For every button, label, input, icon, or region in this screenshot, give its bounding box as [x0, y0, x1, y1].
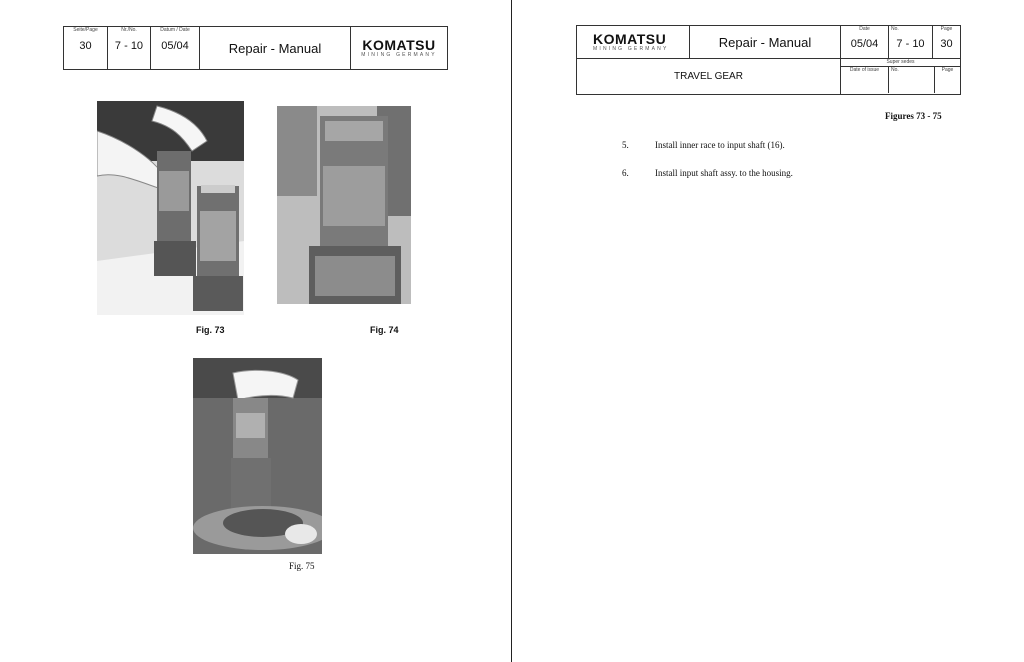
page-divider: [511, 0, 512, 662]
step-5-text: Install inner race to input shaft (16).: [655, 140, 785, 150]
left-date-value: 05/04: [161, 40, 189, 52]
right-number-label: No.: [891, 26, 899, 32]
right-page-label: Page: [940, 26, 953, 32]
left-number-value: 7 - 10: [114, 40, 144, 52]
left-page-value: 30: [79, 40, 92, 52]
right-logo: KOMATSU: [593, 30, 667, 47]
right-number-cell: [889, 26, 933, 59]
right-supersedes-cell: [841, 59, 961, 95]
left-page-cell: [64, 27, 108, 70]
left-logo: KOMATSU: [362, 36, 436, 53]
right-page-value: 30: [940, 38, 953, 50]
step-6-text: Install input shaft assy. to the housing.: [655, 168, 793, 178]
left-title: Repair - Manual: [228, 40, 322, 56]
right-title-cell: [690, 26, 841, 59]
left-logo-cell: [351, 27, 448, 70]
right-page-cell: [933, 26, 961, 59]
fig-74-photo: [277, 106, 411, 304]
left-number-label: Nr./No.: [121, 27, 137, 33]
right-date-value: 05/04: [850, 38, 879, 50]
left-date-label: Datum / Date: [160, 27, 190, 33]
issue-date-label: Date of issue: [841, 67, 889, 93]
step-5-number: 5.: [622, 140, 629, 150]
fig-75-photo: [193, 358, 322, 554]
issue-number-label: No.: [889, 67, 935, 93]
right-section-cell: [577, 59, 841, 95]
figures-reference: Figures 73 - 75: [885, 111, 942, 121]
left-number-cell: [108, 27, 151, 70]
fig-73-photo: [97, 101, 244, 315]
fig-75-image: [193, 358, 322, 554]
supersedes-label: Super sedes: [841, 59, 960, 67]
right-logo-sub: MINING GERMANY: [593, 45, 669, 52]
fig-73-image: [97, 101, 244, 315]
issue-page-label: Page: [941, 67, 954, 73]
left-title-cell: [200, 27, 351, 70]
section-title: TRAVEL GEAR: [674, 71, 743, 82]
right-number-value: 7 - 10: [896, 38, 925, 50]
fig-74-image: [277, 106, 411, 304]
left-date-cell: [151, 27, 200, 70]
left-header-table: [63, 26, 448, 70]
fig-73-caption: Fig. 73: [196, 325, 225, 335]
right-date-cell: [841, 26, 889, 59]
fig-74-caption: Fig. 74: [370, 325, 399, 335]
left-page-label: Seite/Page: [73, 27, 98, 33]
right-logo-cell: [577, 26, 690, 59]
right-date-label: Date: [859, 26, 870, 32]
fig-75-caption: Fig. 75: [289, 561, 315, 571]
right-header-table: [576, 25, 961, 95]
step-6-number: 6.: [622, 168, 629, 178]
right-title: Repair - Manual: [718, 34, 812, 50]
left-logo-sub: MINING GERMANY: [361, 51, 437, 58]
